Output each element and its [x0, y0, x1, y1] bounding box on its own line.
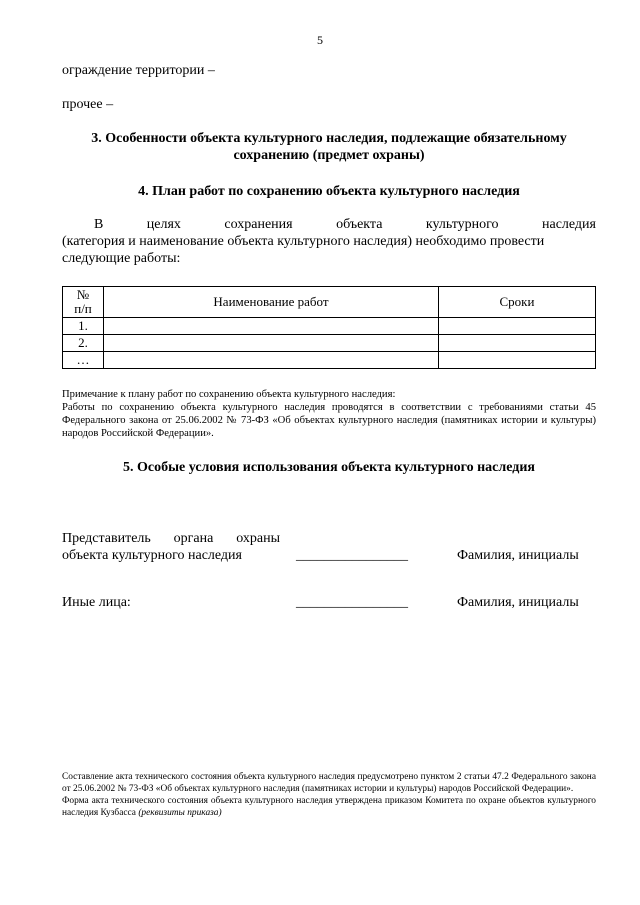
- row-num: …: [63, 352, 104, 369]
- para-word: целях: [146, 217, 181, 232]
- section4-paragraph-line2: (категория и наименование объекта культурного наследия) необходимо провести: [62, 234, 545, 249]
- others-name: Фамилия, инициалы: [457, 595, 579, 610]
- section3-heading-line2: сохранению (предмет охраны): [233, 148, 425, 163]
- footer-text-2: [62, 795, 596, 819]
- para-word: наследия: [541, 217, 596, 232]
- table-row: [63, 318, 596, 335]
- section3-heading-line1: 3. Особенности объекта культурного наследия, подлежащие обязательному: [91, 131, 567, 146]
- row-name: [104, 318, 439, 335]
- works-table: [62, 286, 596, 369]
- section4-paragraph-line1: [62, 216, 596, 233]
- representative-name: Фамилия, инициалы: [457, 548, 579, 563]
- footer-text-2-italic: (реквизиты приказа): [138, 808, 222, 818]
- page-number: 5: [317, 33, 323, 47]
- representative-signature-blank: ________________: [296, 548, 408, 563]
- para-word: В: [94, 217, 104, 232]
- row-term: [439, 335, 596, 352]
- table-row: [63, 352, 596, 369]
- footer-text-1: Составление акта технического состояния объекта культурного наследия предусмотрено пунктом 2 статьи 47.2 Федерального закона от 25.06.2002 № 73-ФЗ «Об объектах культурного наследия (памятниках истории и культуры) народов Российской Федерации».: [62, 772, 596, 794]
- para-word: объекта: [336, 217, 383, 232]
- footer-note: [62, 771, 596, 819]
- header-num-line1: №: [76, 287, 90, 302]
- row-num: 1.: [63, 318, 104, 335]
- table-row: [63, 335, 596, 352]
- section4-heading: 4. План работ по сохранению объекта культурного наследия: [138, 184, 520, 199]
- plan-note-text: Работы по сохранению объекта культурного наследия проводятся в соответствии с требованиями статьи 45 Федерального закона от 25.06.2002 № 73-ФЗ «Об объектах культурного наследия (памятниках истории и культуры) народов Российской Федерации».: [62, 402, 596, 439]
- representative-label-line1: [62, 530, 280, 547]
- plan-note: [62, 388, 596, 440]
- section4-paragraph: [62, 216, 596, 267]
- section5-heading: 5. Особые условия использования объекта культурного наследия: [123, 460, 535, 475]
- representative-label: [62, 530, 280, 564]
- section3-heading: [62, 130, 596, 164]
- other-line: прочее –: [62, 97, 114, 112]
- rep-word: Представитель: [62, 531, 151, 546]
- rep-word: охраны: [236, 531, 280, 546]
- fence-line: ограждение территории –: [62, 63, 215, 78]
- row-name: [104, 335, 439, 352]
- footer-text-2-main: Форма акта технического состояния объекта культурного наследия утверждена приказом Комитета по охране объектов культурного наследия Кузбасса: [62, 796, 596, 818]
- row-term: [439, 318, 596, 335]
- header-num: [63, 287, 104, 318]
- row-num: 2.: [63, 335, 104, 352]
- header-name: Наименование работ: [104, 287, 439, 318]
- plan-note-title: Примечание к плану работ по сохранению объекта культурного наследия:: [62, 389, 396, 400]
- section4-paragraph-line3: следующие работы:: [62, 251, 181, 266]
- others-signature-blank: ________________: [296, 595, 408, 610]
- row-term: [439, 352, 596, 369]
- row-name: [104, 352, 439, 369]
- others-label: Иные лица:: [62, 595, 131, 610]
- rep-word: органа: [173, 531, 214, 546]
- para-word: культурного: [425, 217, 499, 232]
- table-header-row: [63, 287, 596, 318]
- para-word: сохранения: [224, 217, 293, 232]
- header-term: Сроки: [439, 287, 596, 318]
- representative-label-line2: объекта культурного наследия: [62, 548, 242, 563]
- header-num-line2: п/п: [74, 301, 92, 316]
